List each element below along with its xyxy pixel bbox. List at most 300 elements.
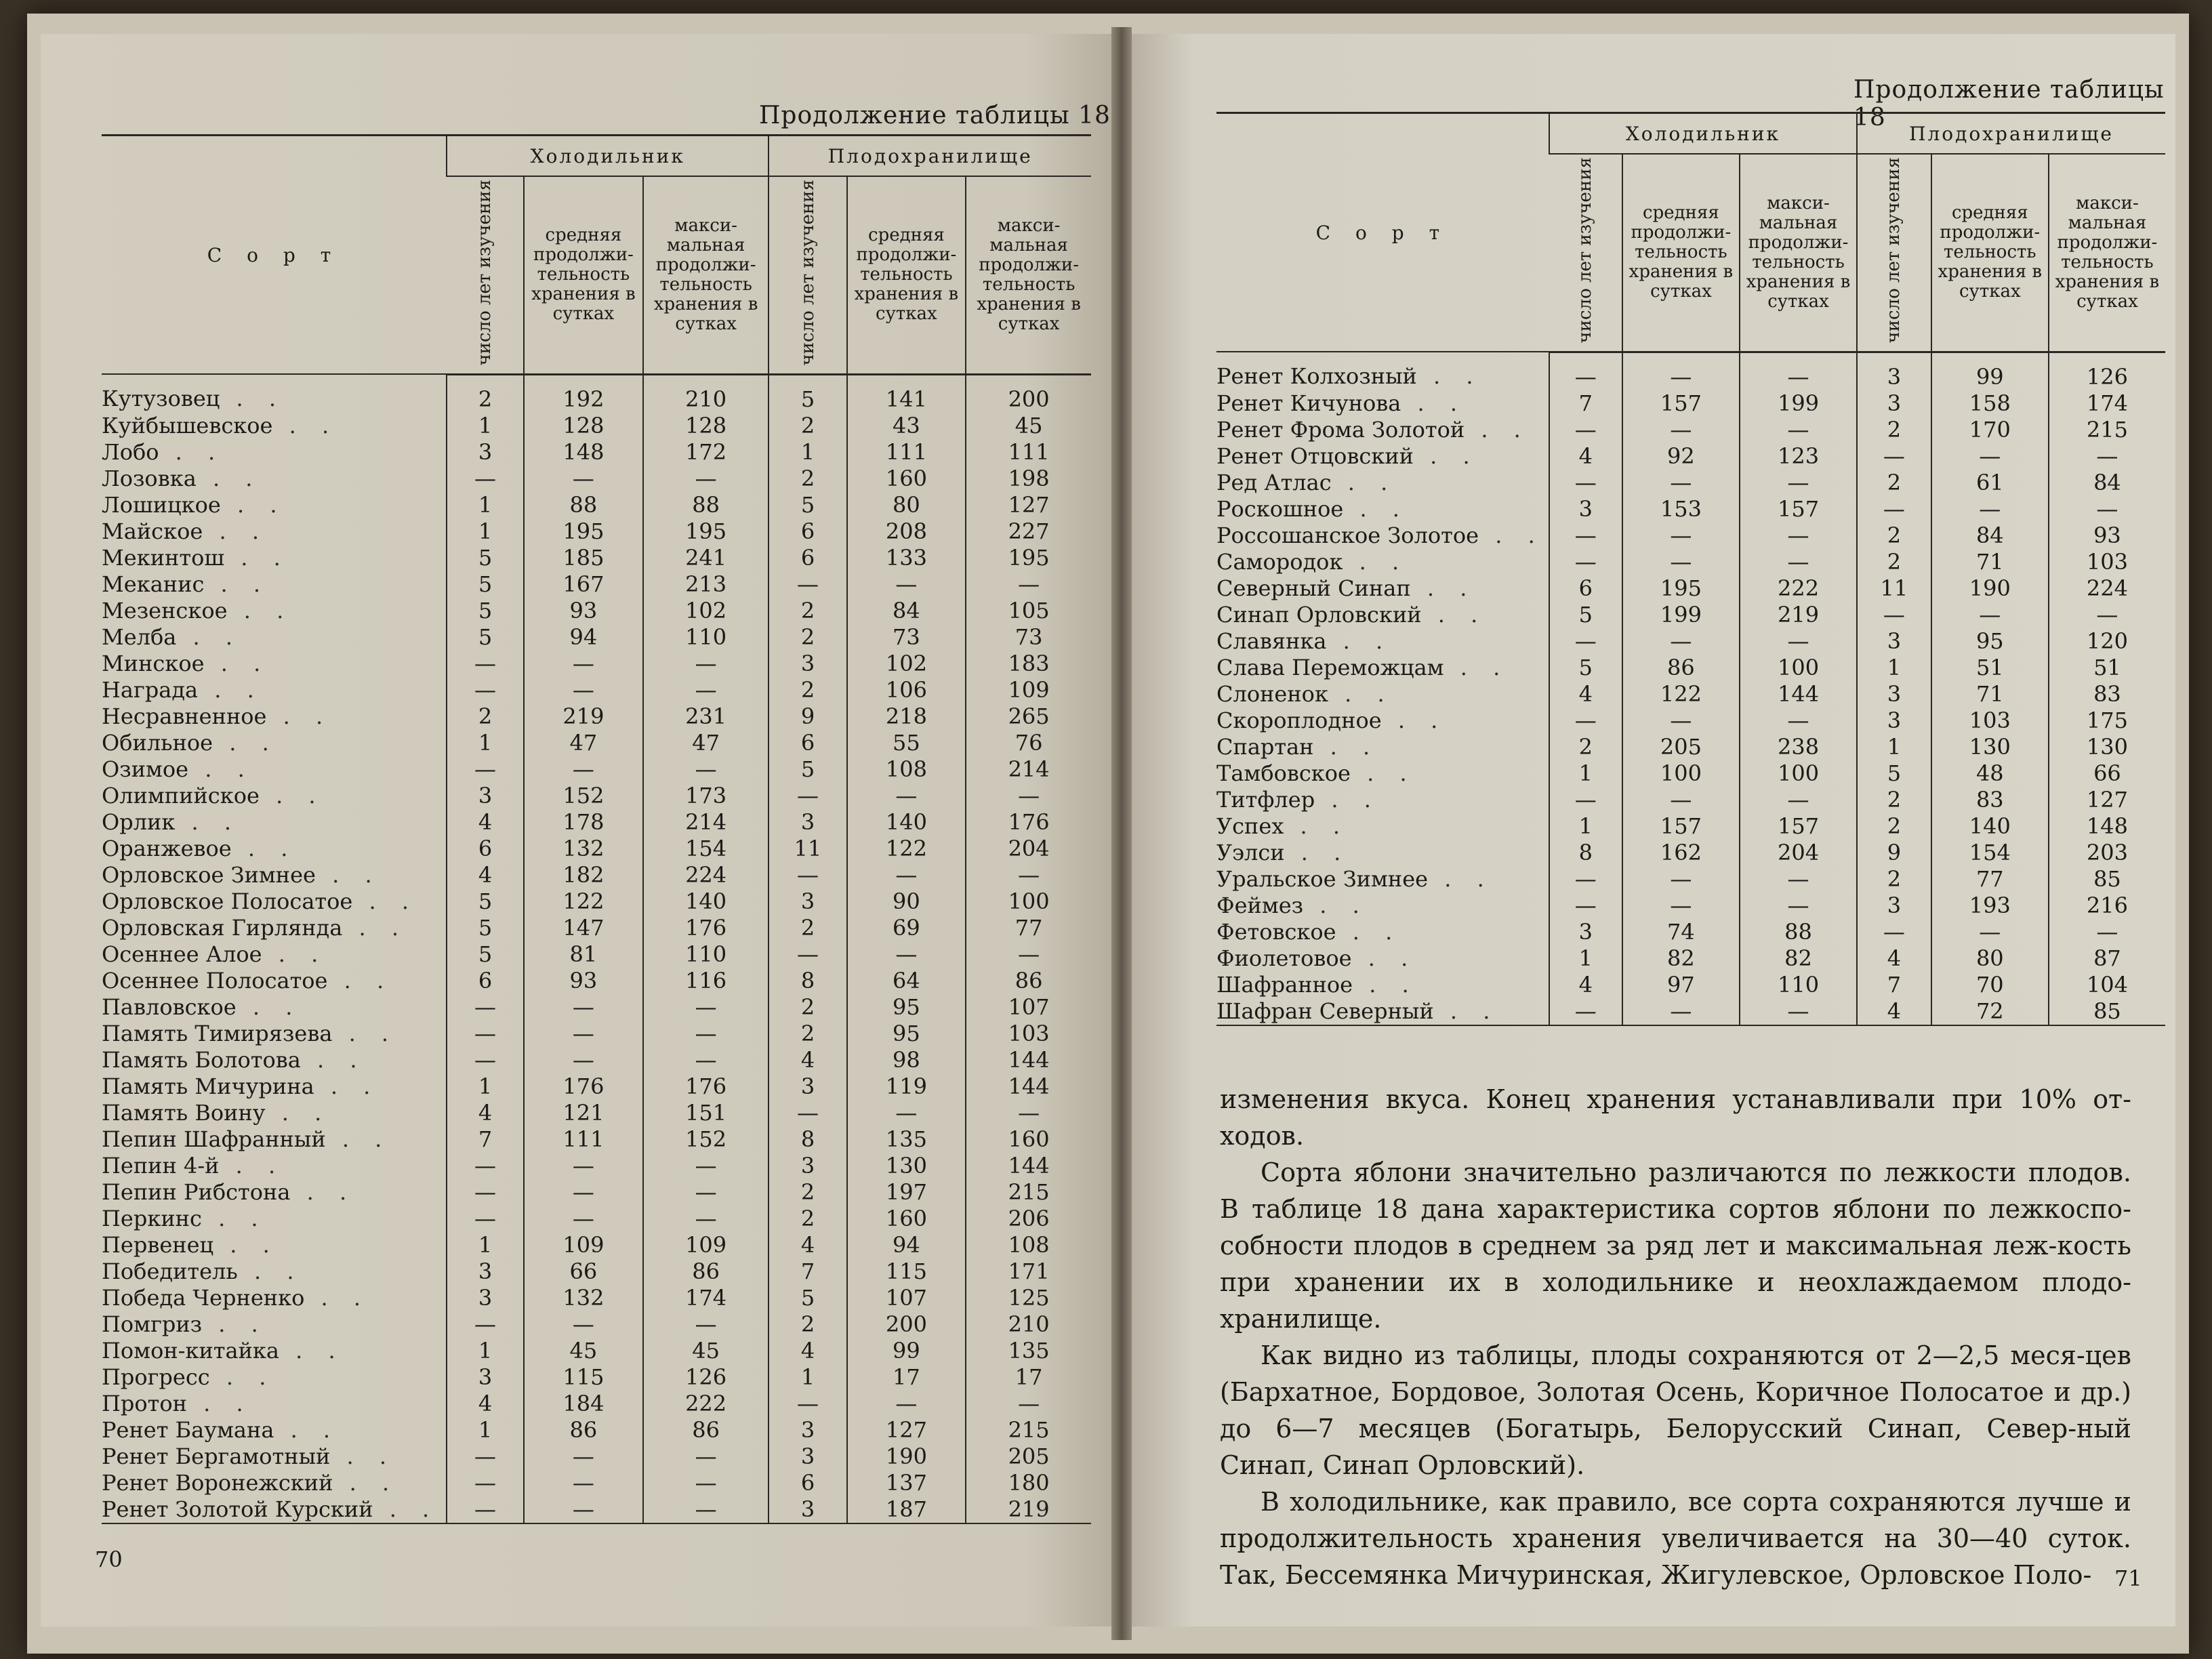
table-cell: 5 [769,1285,846,1311]
paragraph: изменения вкуса. Конец хранения устанавливали при 10% от-ходов. [1220,1084,2131,1151]
variety-name-text: Мелба [102,623,177,650]
leader-dots: . . [1443,654,1510,680]
table-cell: 219 [524,703,643,730]
table-row [102,888,1091,915]
table-row [102,1126,1091,1153]
table-cell: 3 [769,1496,846,1523]
table-row [102,439,1091,466]
variety-name [102,1232,447,1258]
variety-name [102,1338,447,1364]
variety-name-text: Самородок [1216,548,1343,575]
table-cell: 126 [643,1364,769,1391]
table-cell: 2 [769,994,846,1021]
table-row [1216,549,2165,575]
variety-name [102,1311,447,1338]
table-row [1216,443,2165,470]
header-avg: средняя продолжи-тельность хранения в сутках [1622,154,1740,352]
storage-table-left [102,134,1091,1524]
variety-name [102,466,447,492]
table-row [1216,681,2165,708]
table-cell: 195 [966,545,1091,571]
table-cell: 184 [524,1391,643,1417]
table-cell: 6 [1549,575,1622,602]
table-cell: 3 [1857,390,1931,417]
table-cell: 2 [1857,417,1931,443]
table-cell: 152 [643,1126,769,1153]
variety-name [1216,496,1549,523]
variety-name [102,1285,447,1311]
table-cell: 94 [847,1232,966,1258]
table-cell: 9 [1857,840,1931,866]
leader-dots: . . [1433,998,1500,1024]
variety-name [102,809,447,836]
variety-name-text: Спартан [1216,733,1314,760]
variety-name-text: Лошицкое [102,491,221,518]
variety-name-text: Минское [102,650,205,676]
table-row [1216,787,2165,813]
table-cell: 176 [643,1073,769,1100]
table-cell: 157 [1622,390,1740,417]
variety-name-text: Орлик [102,808,176,835]
table-cell: 88 [1740,919,1857,945]
table-cell: 206 [966,1206,1091,1232]
table-row [1216,734,2165,760]
variety-name [102,1391,447,1417]
table-row [102,1338,1091,1364]
table-cell: 103 [1931,708,2049,734]
table-row [1216,496,2165,523]
variety-name-text: Россошанское Золотое [1216,522,1479,548]
table-cell: 197 [847,1179,966,1206]
table-row [102,1364,1091,1391]
storage-table-right [1216,112,2165,1026]
variety-name [1216,628,1549,655]
header-group-store: Плодохранилище [1857,113,2165,155]
table-cell: 1 [447,1338,524,1364]
table-cell: 4 [447,1100,524,1126]
table-cell: — [643,1153,769,1179]
table-cell: 108 [847,756,966,783]
table-row [1216,760,2165,787]
table-cell: 86 [1622,655,1740,681]
variety-name [102,783,447,809]
table-cell: 6 [769,730,846,756]
table-row [102,941,1091,968]
table-cell: 110 [1740,972,1857,998]
paragraph: В холодильнике, как правило, все сорта сохраняются лучше и продолжительность хранения увеличивается на 30—40 суток. Так, Бессемянка Мичуринская, Жигулевское, Орловское Поло- [1220,1487,2131,1590]
table-cell: — [966,1391,1091,1417]
table-cell: 99 [847,1338,966,1364]
table-cell: 213 [643,571,769,598]
table-cell: 127 [2049,787,2165,813]
table-cell: 2 [1857,470,1931,496]
table-cell: 1 [447,413,524,439]
table-cell: — [1549,708,1622,734]
table-cell: 3 [1857,352,1931,390]
leader-dots: . . [352,888,418,914]
table-row [102,571,1091,598]
table-cell: — [447,1179,524,1206]
table-cell: — [1549,352,1622,390]
variety-name-text: Победа Черненко [102,1284,305,1311]
table-row [102,492,1091,518]
table-cell: 222 [643,1391,769,1417]
table-cell: — [1740,628,1857,655]
header-sort: С о р т [1216,113,1549,352]
variety-name [102,1073,447,1100]
table-cell: 8 [1549,840,1622,866]
table-cell: 109 [524,1232,643,1258]
table-cell: 108 [966,1232,1091,1258]
table-cell: 4 [769,1338,846,1364]
table-cell: 1 [1549,760,1622,787]
header-group-cold: Холодильник [447,136,769,177]
table-cell: 5 [447,598,524,624]
variety-name [102,968,447,994]
variety-name-text: Фиолетовое [1216,945,1352,971]
variety-name-text: Успех [1216,813,1284,839]
table-row [102,1496,1091,1523]
variety-name [102,1047,447,1073]
table-cell: 160 [966,1126,1091,1153]
variety-name-text: Уральское Зимнее [1216,865,1429,892]
table-cell: 130 [1931,734,2049,760]
table-cell: 3 [447,783,524,809]
table-cell: — [643,1470,769,1496]
table-cell: 93 [524,968,643,994]
table-cell: 109 [966,677,1091,703]
table-cell: 11 [1857,575,1931,602]
table-cell: 204 [1740,840,1857,866]
variety-name-text: Орловское Полосатое [102,888,353,914]
variety-name-text: Награда [102,676,199,703]
table-cell: 5 [447,915,524,941]
table-cell: 130 [2049,734,2165,760]
table-cell: 219 [1740,602,1857,628]
table-row [102,545,1091,571]
leader-dots: . . [198,676,264,703]
table-cell: 4 [1549,443,1622,470]
table-cell: — [847,862,966,888]
table-cell: 100 [1622,760,1740,787]
table-cell: 5 [447,888,524,915]
leader-dots: . . [203,518,268,544]
table-row [102,1417,1091,1443]
table-cell: — [524,994,643,1021]
table-cell: — [643,677,769,703]
variety-name-text: Ренет Золотой Курский [102,1496,373,1522]
leader-dots: . . [373,1496,439,1522]
table-cell: 83 [1931,787,2049,813]
variety-name [1216,390,1549,417]
table-cell: — [1549,893,1622,919]
header-max: макси-мальная продолжи-тельность хранения в сутках [643,176,769,374]
table-cell: 109 [643,1232,769,1258]
table-cell: — [1740,549,1857,575]
table-cell: 66 [524,1258,643,1285]
variety-name [102,1206,447,1232]
variety-name-text: Лозовка [102,465,197,491]
table-cell: 1 [447,1417,524,1443]
table-cell: — [769,783,846,809]
table-cell: 153 [1622,496,1740,523]
variety-name-text: Пепин Шафранный [102,1126,326,1152]
table-cell: — [1549,523,1622,549]
table-cell: 47 [643,730,769,756]
table-row [1216,708,2165,734]
table-cell: 3 [769,651,846,677]
variety-name-text: Лобо [102,438,159,465]
table-cell: — [524,1047,643,1073]
variety-name-text: Ренет Колхозный [1216,363,1417,390]
table-cell: 3 [769,888,846,915]
table-row [1216,628,2165,655]
table-cell: 241 [643,545,769,571]
table-row [1216,945,2165,972]
variety-name-text: Уэлси [1216,839,1285,865]
variety-name [1216,523,1549,549]
table-cell: 103 [2049,549,2165,575]
variety-name [102,439,447,466]
leader-dots: . . [1303,892,1369,918]
table-cell: 121 [524,1100,643,1126]
table-cell: — [524,651,643,677]
leader-dots: . . [1313,733,1380,760]
table-cell: 195 [524,518,643,545]
table-cell: 3 [1549,496,1622,523]
table-cell: 111 [847,439,966,466]
table-cell: 219 [966,1496,1091,1523]
table-cell: — [1622,708,1740,734]
table-cell: 95 [847,994,966,1021]
variety-name-text: Орловское Зимнее [102,861,316,888]
table-cell: 8 [769,968,846,994]
table-cell: 84 [1931,523,2049,549]
variety-name [1216,866,1549,893]
table-cell: 5 [1549,655,1622,681]
variety-name [102,518,447,545]
table-cell: 190 [847,1443,966,1470]
table-cell: 171 [966,1258,1091,1285]
table-cell: 1 [1857,655,1931,681]
table-cell: 2 [1857,866,1931,893]
leader-dots: . . [1410,575,1477,601]
table-row [1216,813,2165,840]
table-row [1216,575,2165,602]
table-cell: 135 [847,1126,966,1153]
leader-dots: . . [342,914,408,941]
table-cell: 2 [1857,523,1931,549]
table-cell: 2 [769,677,846,703]
table-cell: — [447,1021,524,1047]
table-cell: 154 [643,836,769,862]
table-cell: — [769,941,846,968]
header-group-cold: Холодильник [1549,113,1857,155]
variety-name-text: Слоненок [1216,680,1328,707]
leader-dots: . . [1353,971,1418,998]
table-cell: — [643,1206,769,1232]
table-cell: — [447,1311,524,1338]
table-cell: — [1857,443,1931,470]
table-cell: 107 [847,1285,966,1311]
table-cell: 74 [1622,919,1740,945]
table-cell: — [524,1470,643,1496]
table-cell: — [447,1153,524,1179]
variety-name [102,1100,447,1126]
table-cell: 215 [966,1179,1091,1206]
table-row [102,994,1091,1021]
table-cell: — [524,1179,643,1206]
table-cell: 7 [769,1258,846,1285]
table-cell: — [966,862,1091,888]
table-cell: 86 [524,1417,643,1443]
variety-name [102,1496,447,1523]
leader-dots: . . [196,465,262,491]
table-cell: 130 [847,1153,966,1179]
table-cell: — [769,1100,846,1126]
table-cell: 116 [643,968,769,994]
table-cell: 84 [847,598,966,624]
table-cell: 176 [966,809,1091,836]
table-cell: 2 [769,1021,846,1047]
table-cell: 185 [524,545,643,571]
table-cell: 1 [1549,945,1622,972]
table-cell: 167 [524,571,643,598]
table-cell: 48 [1931,760,2049,787]
table-cell: 9 [769,703,846,730]
table-cell: — [643,651,769,677]
variety-name-text: Помон-китайка [102,1337,279,1364]
variety-name-text: Тамбовское [1216,760,1351,786]
variety-name-text: Пепин Рибстона [102,1179,291,1205]
table-cell: 110 [643,624,769,651]
leader-dots: . . [204,650,270,676]
table-cell: 200 [966,374,1091,413]
variety-name [102,1126,447,1153]
table-cell: 98 [847,1047,966,1073]
table-cell: 100 [1740,760,1857,787]
page-number: 70 [95,1547,123,1572]
table-cell: 2 [1549,734,1622,760]
table-cell: 126 [2049,352,2165,390]
variety-name-text: Роскошное [1216,495,1344,522]
variety-name-text: Синап Орловский [1216,601,1422,628]
table-cell: — [1622,628,1740,655]
table-cell: 192 [524,374,643,413]
table-cell: 106 [847,677,966,703]
table-cell: 77 [966,915,1091,941]
table-cell: 1 [769,439,846,466]
table-cell: 105 [966,598,1091,624]
table-cell: — [524,1443,643,1470]
variety-name [1216,734,1549,760]
variety-name [102,492,447,518]
variety-name [1216,787,1549,813]
header-years: число лет изучения [1857,154,1931,352]
variety-name-text: Прогресс [102,1364,210,1390]
table-cell: 3 [769,1073,846,1100]
variety-name-text: Северный Синап [1216,575,1411,601]
leader-dots: . . [159,438,225,465]
table-cell: 3 [447,1364,524,1391]
leader-dots: . . [315,861,382,888]
table-cell: 80 [847,492,966,518]
table-cell: 190 [1931,575,2049,602]
variety-name-text: Память Болотова [102,1046,301,1073]
table-cell: 1 [1549,813,1622,840]
table-cell: 224 [643,862,769,888]
table-cell: 47 [524,730,643,756]
variety-name-text: Скороплодное [1216,707,1382,733]
table-cell: 7 [1857,972,1931,998]
table-row [102,1100,1091,1126]
table-cell: 182 [524,862,643,888]
variety-name [102,703,447,730]
variety-name [102,1417,447,1443]
table-cell: — [1622,549,1740,575]
table-row [1216,523,2165,549]
leader-dots: . . [259,782,325,808]
variety-name-text: Феймез [1216,892,1304,918]
variety-name [102,1153,447,1179]
table-cell: 3 [1857,628,1931,655]
table-cell: — [643,1443,769,1470]
leader-dots: . . [224,544,290,571]
table-cell: — [447,1470,524,1496]
leader-dots: . . [1326,628,1393,654]
table-cell: 3 [1549,919,1622,945]
leader-dots: . . [279,1337,345,1364]
table-cell: 5 [447,941,524,968]
variety-name-text: Озимое [102,756,189,782]
leader-dots: . . [304,1284,371,1311]
table-cell: 17 [847,1364,966,1391]
table-cell: 172 [643,439,769,466]
table-cell: 6 [447,836,524,862]
table-cell: 5 [1549,602,1622,628]
variety-name [1216,549,1549,575]
table-row [102,1179,1091,1206]
header-group-store: Плодохранилище [769,136,1091,177]
leader-dots: . . [333,1469,399,1496]
variety-name-text: Орловская Гирлянда [102,914,343,941]
table-row [102,836,1091,862]
table-cell: 4 [769,1047,846,1073]
table-cell: 148 [2049,813,2165,840]
leader-dots: . . [265,1099,331,1126]
table-row [102,1232,1091,1258]
table-cell: — [1622,352,1740,390]
paragraph: Как видно из таблицы, плоды сохраняются от 2—2,5 меся-цев (Бархатное, Бордовое, Золотая Осень, Коричное Полосатое и др.) до 6—7 месяцев (Богатырь, Белорусский Синап, Север-ный Синап, Синап Орловский). [1220,1340,2131,1480]
table-cell: 204 [966,836,1091,862]
table-cell: — [1740,998,1857,1025]
table-cell: — [643,1311,769,1338]
table-cell: 5 [447,571,524,598]
table-row [1216,893,2165,919]
leader-dots: . . [1315,786,1380,813]
table-cell: 5 [769,374,846,413]
table-cell: 87 [2049,945,2165,972]
table-cell: — [1549,866,1622,893]
table-cell: 100 [1740,655,1857,681]
table-cell: — [1740,787,1857,813]
table-row [102,783,1091,809]
table-cell: 199 [1622,602,1740,628]
leader-dots: . . [274,1416,340,1443]
variety-name [102,862,447,888]
table-cell: 71 [1931,549,2049,575]
table-cell: — [1740,470,1857,496]
